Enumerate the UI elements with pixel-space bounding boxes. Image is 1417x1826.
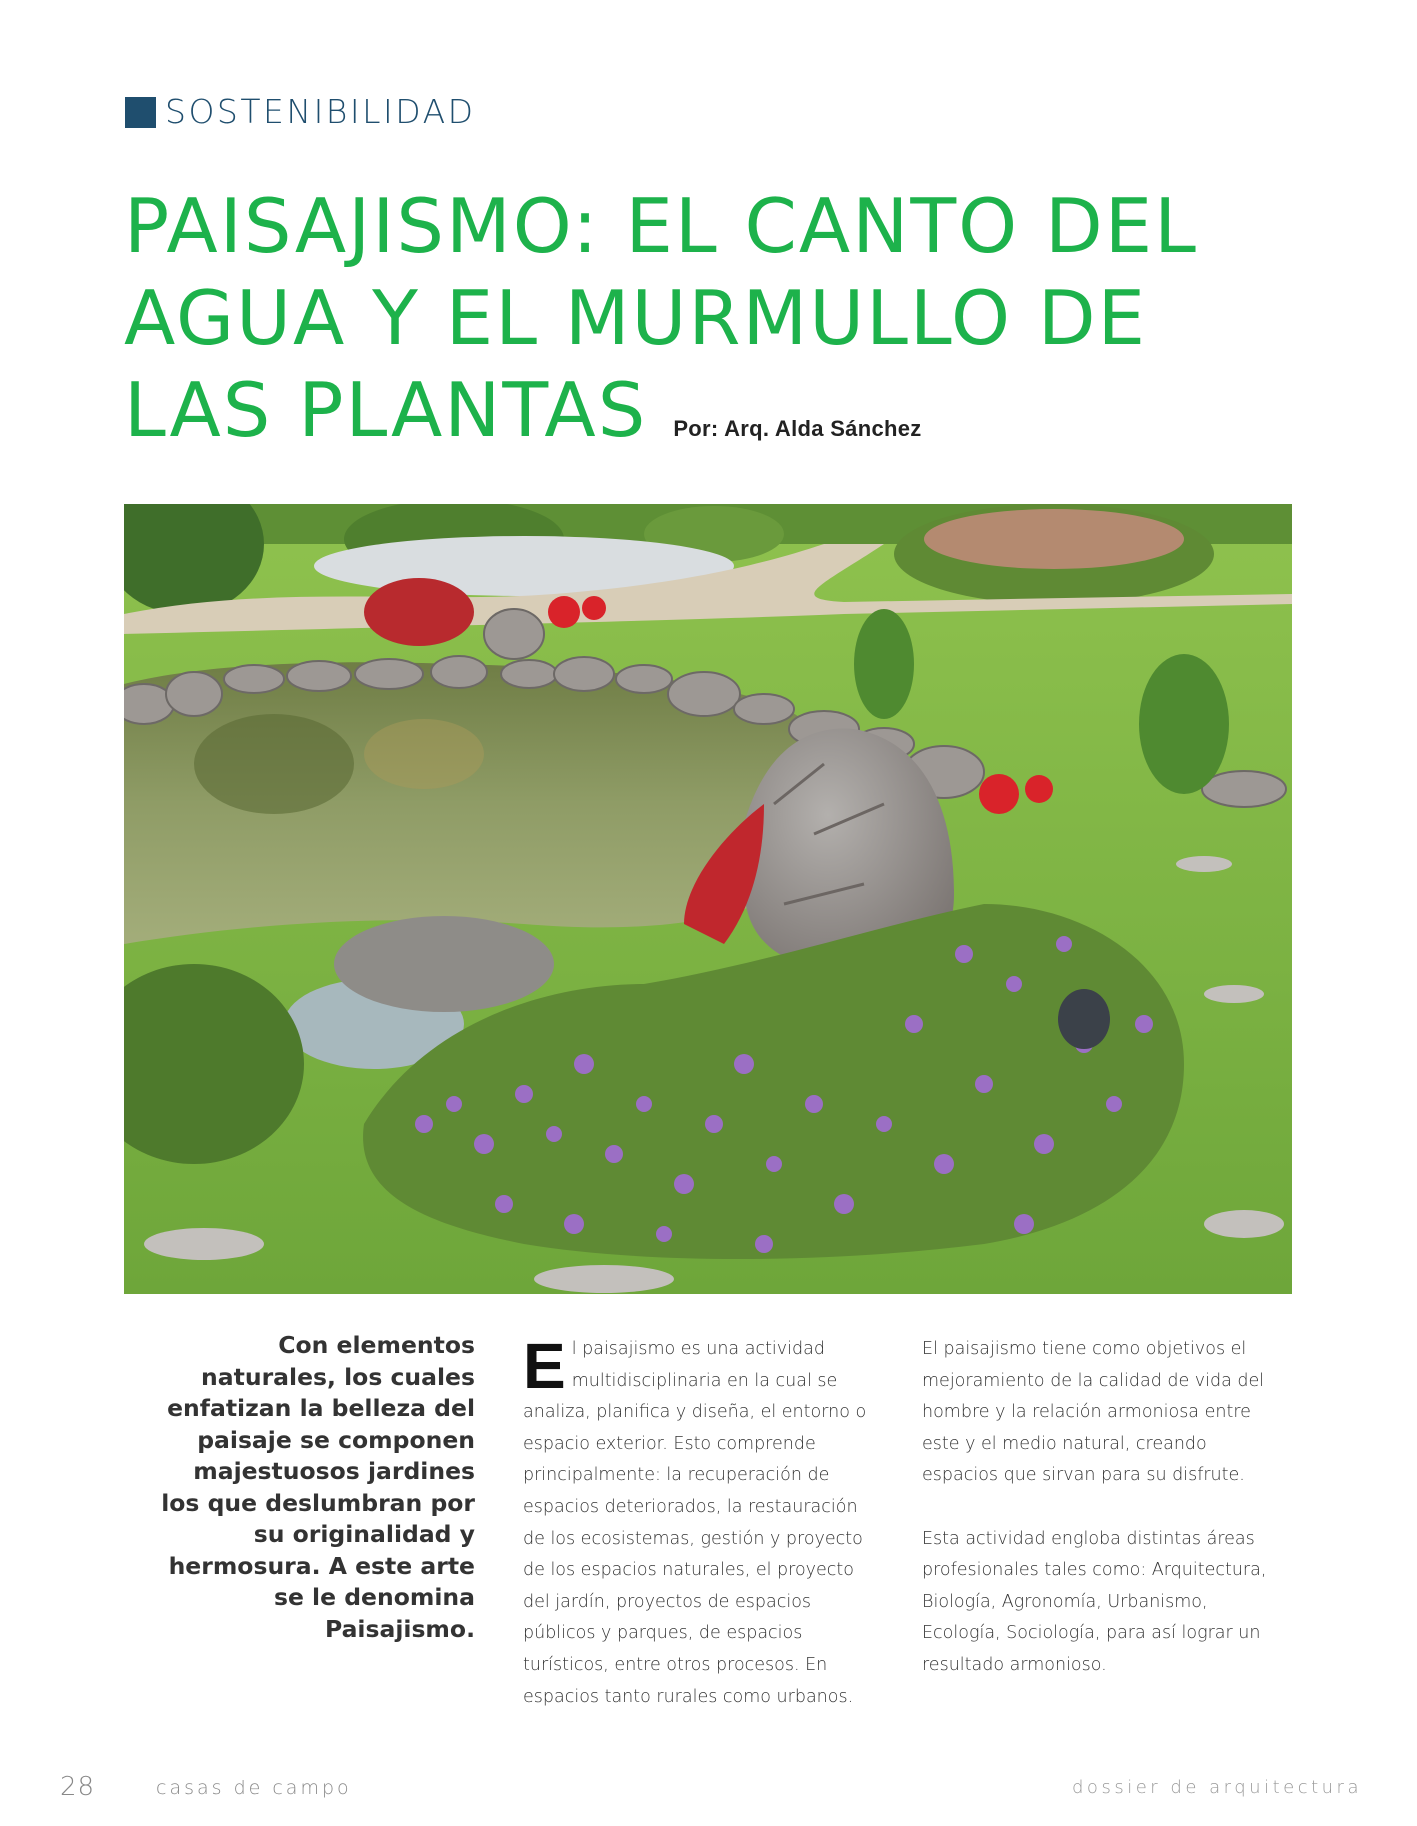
title-line-2: AGUA Y EL MURMULLO DE [124,274,1148,362]
body-paragraph-2: El paisajismo tiene como objetivos el mejoramiento de la calidad de vida del hombre y la relación armoniosa entre este y el medio natural, creando espacios que sirvan para su disfrute. [922,1339,1265,1486]
footer-section-label: dossier de arquitectura [1072,1777,1362,1798]
section-marker [125,97,156,128]
section-label: SOSTENIBILIDAD [165,92,476,131]
body-paragraph-1-text: l paisajismo es una actividad multidisciplinaria en la cual se analiza, planifica y diseña, el entorno o espacio exterior. Esto comprende principalmente: la recuperación de espacios deteriorados, la restauración de los ecosistemas, gestión y proyecto de los espacios naturales, el proyecto del jardín, proyectos de espacios públicos y parques, de espacios turísticos, entre otros procesos. En espacios tanto rurales como urbanos. [523,1339,867,1707]
body-paragraph-1 [523,1330,868,1713]
body-column-2 [922,1334,1272,1682]
garden-photo [124,504,1292,1294]
page-number: 28 [60,1772,96,1802]
drop-cap: E [523,1330,566,1402]
body-column-1 [523,1330,868,1713]
pull-quote: Con elementos naturales, los cuales enfatizan la belleza del paisaje se componen majestuosos jardines los que deslumbran por su originalidad y hermosura. A este arte se le denomina Paisajismo. [161,1331,475,1643]
title-line-1: PAISAJISMO: EL CANTO DEL [124,182,1198,270]
garden-pond-illustration [124,504,1292,1294]
author-byline: Por: Arq. Alda Sánchez [673,416,922,441]
body-paragraph-3: Esta actividad engloba distintas áreas profesionales tales como: Arquitectura, Biología, Agronomía, Urbanismo, Ecología, Sociología, para así lograr un resultado armonioso. [922,1528,1267,1675]
magazine-brand: casas de campo [156,1777,352,1799]
title-line-3-text: LAS PLANTAS [124,366,648,454]
article-title [124,180,1284,475]
section-header [125,92,476,132]
title-line-3 [124,364,1284,475]
